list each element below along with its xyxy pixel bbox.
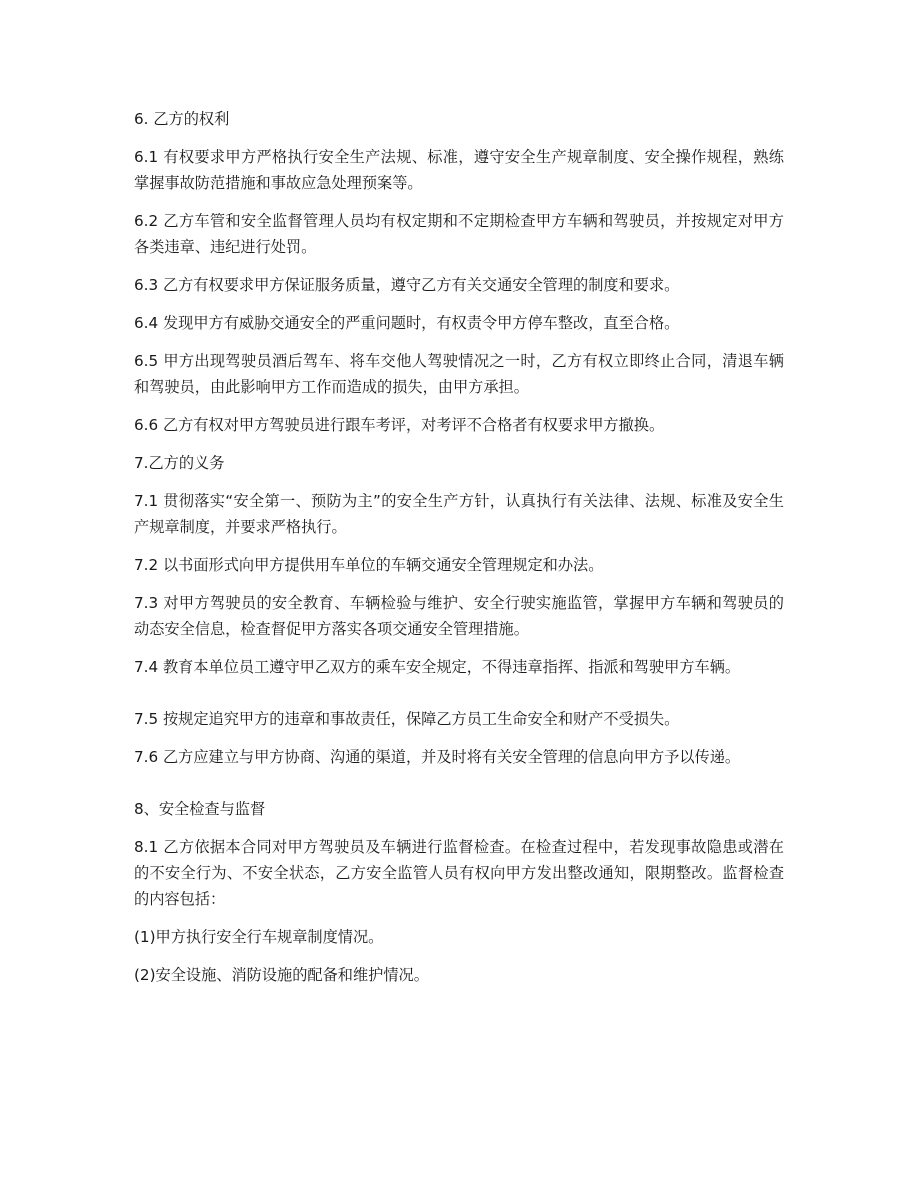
clause-8-1-item-1: (1)甲方执行安全行车规章制度情况。 (134, 928, 384, 946)
document-body (134, 106, 784, 1000)
clause-6-4: 6.4 发现甲方有威胁交通安全的严重问题时，有权责令甲方停车整改，直至合格。 (134, 314, 680, 332)
clause-7-3: 7.3 对甲方驾驶员的安全教育、车辆检验与维护、安全行驶实施监管，掌握甲方车辆和驾驶员的动态安全信息，检查督促甲方落实各项交通安全管理措施。 (134, 594, 784, 638)
clause-7-5: 7.5 按规定追究甲方的违章和事故责任，保障乙方员工生命安全和财产不受损失。 (134, 710, 680, 728)
clause-6-1: 6.1 有权要求甲方严格执行安全生产法规、标准，遵守安全生产规章制度、安全操作规程，熟练掌握事故防范措施和事故应急处理预案等。 (134, 148, 784, 192)
clause-7-4: 7.4 教育本单位员工遵守甲乙双方的乘车安全规定，不得违章指挥、指派和驾驶甲方车辆。 (134, 658, 741, 676)
clause-7-2: 7.2 以书面形式向甲方提供用车单位的车辆交通安全管理规定和办法。 (134, 556, 604, 574)
clause-6-2: 6.2 乙方车管和安全监督管理人员均有权定期和不定期检查甲方车辆和驾驶员，并按规定对甲方各类违章、违纪进行处罚。 (134, 212, 784, 256)
clause-6-5: 6.5 甲方出现驾驶员酒后驾车、将车交他人驾驶情况之一时，乙方有权立即终止合同，清退车辆和驾驶员，由此影响甲方工作而造成的损失，由甲方承担。 (134, 352, 784, 396)
section-heading-7: 7.乙方的义务 (134, 454, 225, 472)
clause-7-6: 7.6 乙方应建立与甲方协商、沟通的渠道，并及时将有关安全管理的信息向甲方予以传递。 (134, 748, 741, 766)
section-heading-6: 6. 乙方的权利 (134, 110, 230, 128)
clause-7-1: 7.1 贯彻落实“安全第一、预防为主”的安全生产方针，认真执行有关法律、法规、标准及安全生产规章制度，并要求严格执行。 (134, 492, 784, 536)
section-heading-8: 8、安全检查与监督 (134, 800, 266, 818)
clause-6-6: 6.6 乙方有权对甲方驾驶员进行跟车考评，对考评不合格者有权要求甲方撤换。 (134, 416, 665, 434)
clause-8-1: 8.1 乙方依据本合同对甲方驾驶员及车辆进行监督检查。在检查过程中，若发现事故隐患或潜在的不安全行为、不安全状态，乙方安全监管人员有权向甲方发出整改通知，限期整改。监督检查的内容包括： (134, 838, 784, 908)
clause-8-1-item-2: (2)安全设施、消防设施的配备和维护情况。 (134, 966, 429, 984)
clause-6-3: 6.3 乙方有权要求甲方保证服务质量，遵守乙方有关交通安全管理的制度和要求。 (134, 276, 680, 294)
